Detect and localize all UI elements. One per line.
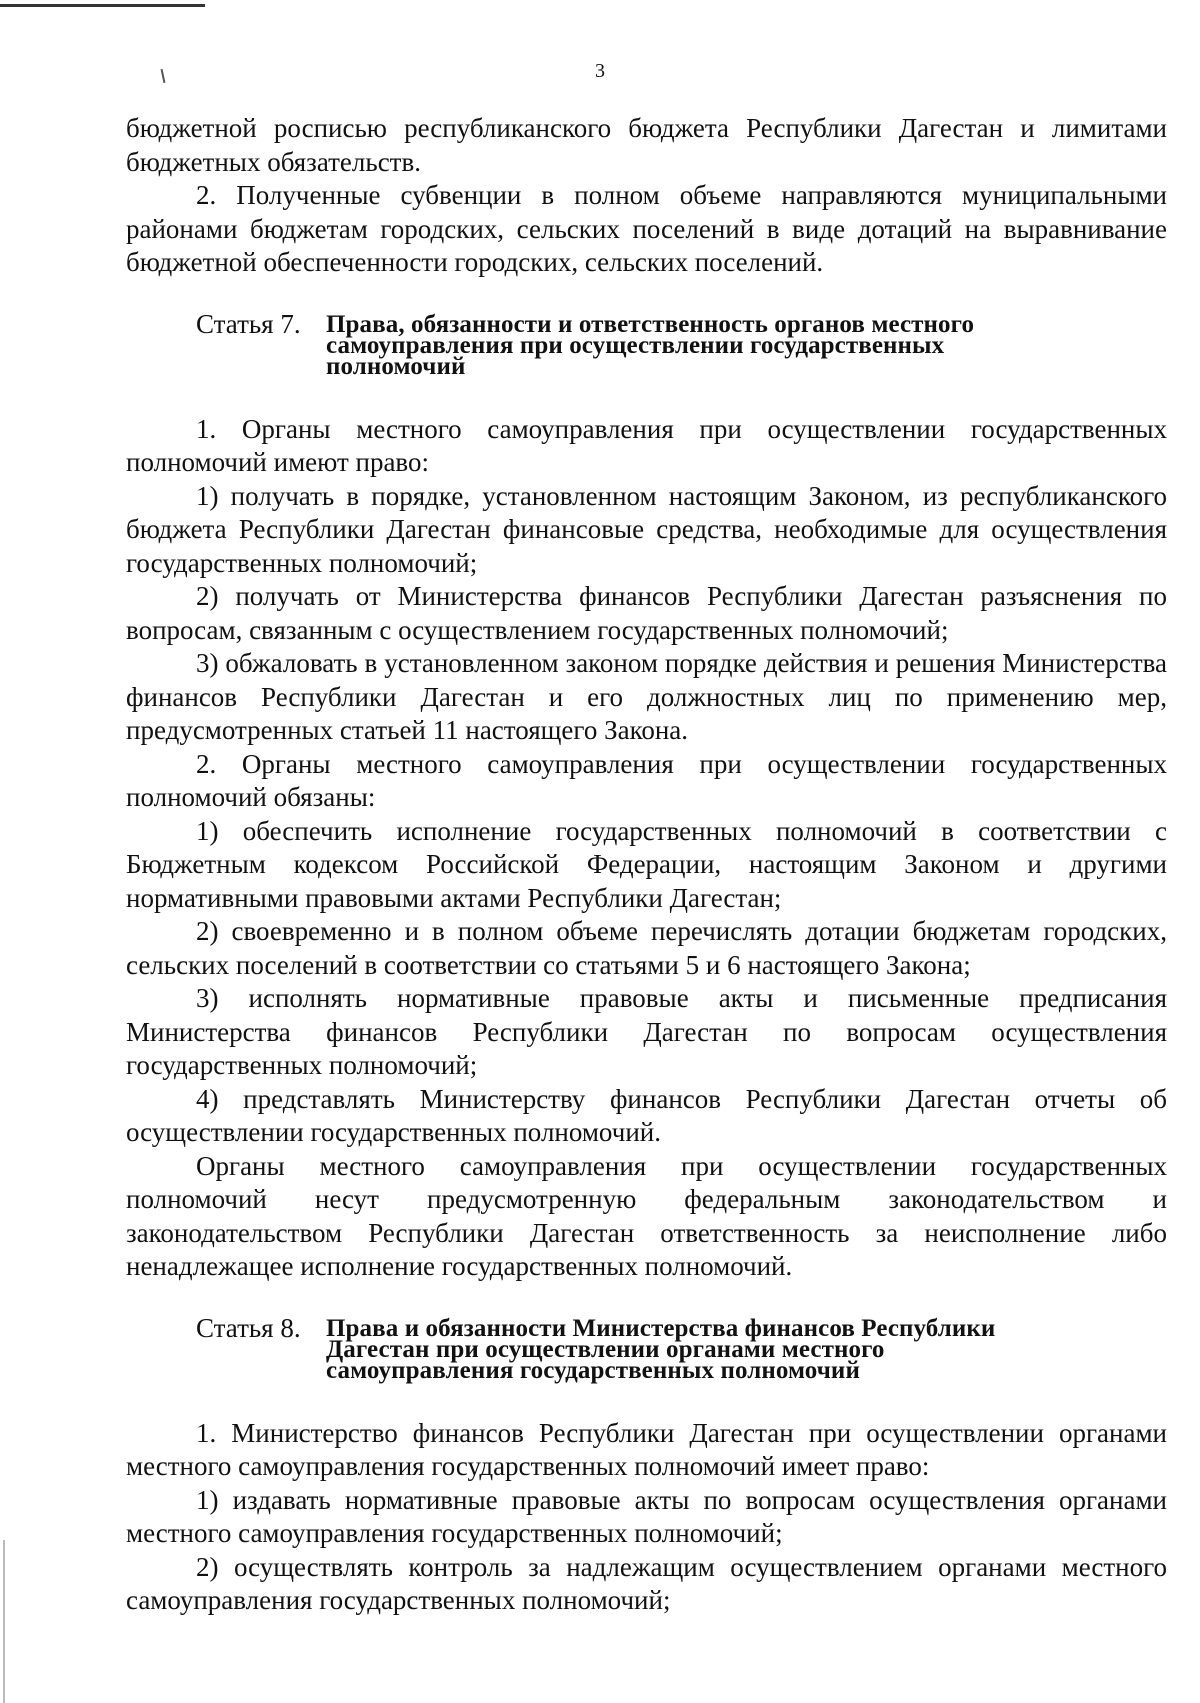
scan-artifact-edge bbox=[3, 1540, 5, 1703]
article-7-heading bbox=[126, 308, 1167, 380]
document-body bbox=[126, 112, 1167, 1618]
paragraph: 2) своевременно и в полном объеме перечислять дотации бюджетам городских, сельских поселений в соответствии со статьями 5 и 6 настоящего Закона; bbox=[126, 916, 1167, 980]
page-number: 3 bbox=[595, 60, 605, 82]
paragraph: 1. Министерство финансов Республики Дагестан при осуществлении органами местного самоуправления государственных полномочий имеет право: bbox=[126, 1417, 1167, 1481]
paragraph: Органы местного самоуправления при осуществлении государственных полномочий несут предусмотренную федеральным законодательством и законодательством Республики Дагестан ответственность за неисполнение либо ненадлежащее исполнение государственных полномочий. bbox=[126, 1150, 1167, 1281]
paragraph: 1) получать в порядке, установленном настоящим Законом, из республиканского бюджета Республики Дагестан финансовые средства, необходимые для осуществления государственных полномочий; bbox=[126, 480, 1167, 578]
paragraph: 3) исполнять нормативные правовые акты и письменные предписания Министерства финансов Республики Дагестан по вопросам осуществления государственных полномочий; bbox=[126, 983, 1167, 1080]
paragraph: 2) получать от Министерства финансов Республики Дагестан разъяснения по вопросам, связанным с осуществлением государственных полномочий; bbox=[126, 581, 1167, 645]
paragraph: 4) представлять Министерству финансов Республики Дагестан отчеты об осуществлении государственных полномочий. bbox=[126, 1083, 1167, 1147]
paragraph: 1) издавать нормативные правовые акты по вопросам осуществления органами местного самоуправления государственных полномочий; bbox=[126, 1484, 1167, 1548]
article-label: Статья 7. bbox=[196, 308, 301, 339]
paragraph: бюджетной росписью республиканского бюджета Республики Дагестан и лимитами бюджетных обязательств. bbox=[126, 113, 1167, 177]
paragraph: 2. Органы местного самоуправления при осуществлении государственных полномочий обязаны: bbox=[126, 748, 1167, 812]
paragraph: 3) обжаловать в установленном законом порядке действия и решения Министерства финансов Республики Дагестан и его должностных лиц по применению мер, предусмотренных статьей 11 настоящего Закона. bbox=[126, 648, 1167, 745]
article-label: Статья 8. bbox=[196, 1312, 301, 1343]
article-8-heading bbox=[126, 1312, 1167, 1384]
paragraph: 2. Полученные субвенции в полном объеме направляются муниципальными районами бюджетам городских, сельских поселений в виде дотаций на выравнивание бюджетной обеспеченности городских, сельских поселений. bbox=[126, 180, 1167, 277]
paragraph: 1) обеспечить исполнение государственных полномочий в соответствии с Бюджетным кодексом Российской Федерации, настоящим Законом и другими нормативными правовыми актами Республики Дагестан; bbox=[126, 815, 1167, 913]
paragraph: 2) осуществлять контроль за надлежащим осуществлением органами местного самоуправления государственных полномочий; bbox=[126, 1551, 1167, 1615]
article-title: Права и обязанности Министерства финансов Республики Дагестан при осуществлении органами местного самоуправления государственных полномочий bbox=[326, 1314, 996, 1384]
scan-artifact-line bbox=[0, 4, 205, 7]
paragraph: 1. Органы местного самоуправления при осуществлении государственных полномочий имеют право: bbox=[126, 413, 1167, 477]
article-title: Права, обязанности и ответственность органов местного самоуправления при осуществлении государственных полномочий bbox=[326, 310, 975, 380]
